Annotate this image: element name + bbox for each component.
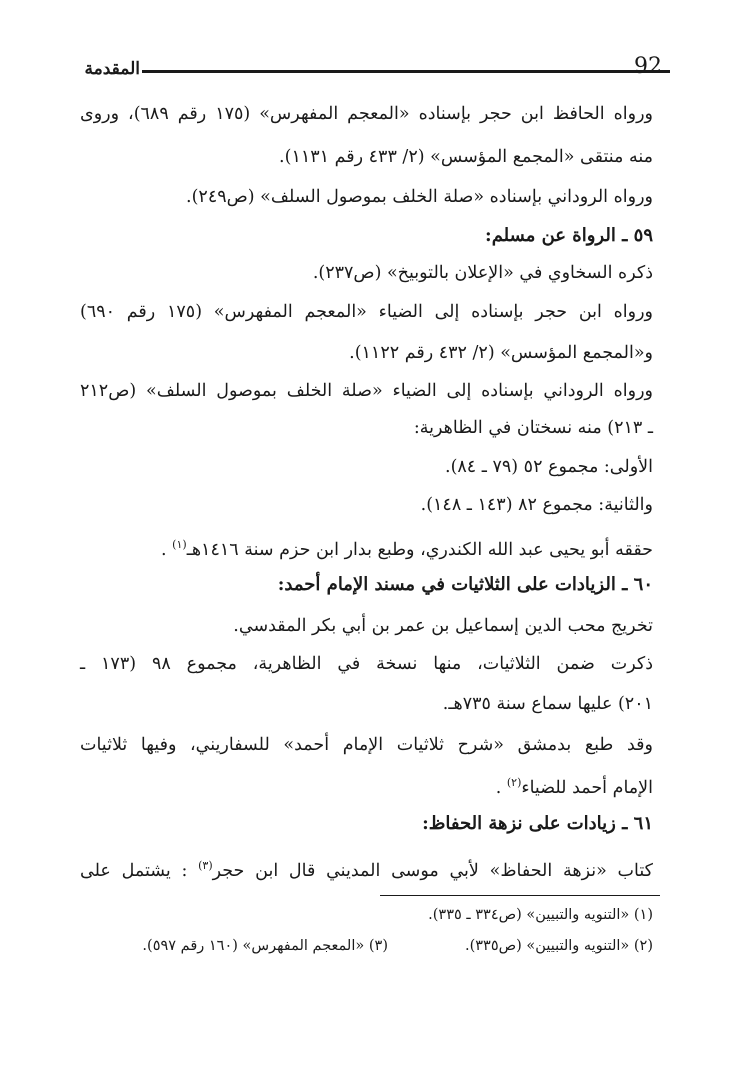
note-ref-3: (٣) <box>198 859 213 872</box>
text-line: ورواه الروداني بإسناده إلى الضياء «صلة الخلف بموصول السلف» (ص٢١٢ <box>80 381 653 401</box>
text-line: ورواه الروداني بإسناده «صلة الخلف بموصول السلف» (ص٢٤٩). <box>186 187 653 207</box>
text-line: الأولى: مجموع ٥٢ (٧٩ ـ ٨٤). <box>445 457 653 477</box>
line-text: الإمام أحمد للضياء <box>521 777 653 798</box>
text-line: وقد طبع بدمشق «شرح ثلاثيات الإمام أحمد» للسفاريني، وفيها ثلاثيات <box>80 735 653 755</box>
line-text: كتاب «نزهة الحفاظ» لأبي موسى المديني قال ابن حجر <box>212 860 653 881</box>
line-text: : يشتمل على <box>80 860 188 881</box>
text-line-with-note <box>80 851 653 886</box>
text-line: تخريج محب الدين إسماعيل بن عمر بن أبي بكر المقدسي. <box>233 616 653 636</box>
text-line: ذكره السخاوي في «الإعلان بالتوبيخ» (ص٢٣٧). <box>312 263 653 283</box>
text-line: ذكرت ضمن الثلاثيات، منها نسخة في الظاهرية، مجموع ٩٨ (١٧٣ ـ <box>80 654 653 674</box>
page-number: 92 <box>634 54 662 79</box>
text-line: ورواه ابن حجر بإسناده إلى الضياء «المعجم المفهرس» (١٧٥ رقم ٦٩٠) <box>80 302 654 322</box>
text-line-with-note <box>496 768 653 803</box>
line-tail: . <box>161 539 173 560</box>
note-ref-1: (١) <box>172 538 187 551</box>
page-header <box>60 52 670 92</box>
note-ref-2: (٢) <box>506 776 522 789</box>
header-rule <box>142 70 670 73</box>
text-line: ـ ٢١٣) منه نسختان في الظاهرية: <box>413 418 653 438</box>
text-line: ٢٠١) عليها سماع سنة ٧٣٥هـ. <box>442 694 653 714</box>
section-heading-61: ٦١ ـ زيادات على نزهة الحفاظ: <box>422 813 653 834</box>
footnote-rule <box>380 895 660 896</box>
text-line-with-note <box>161 530 653 565</box>
line-text: حققه أبو يحيى عبد الله الكندري، وطبع بدار ابن حزم سنة ١٤١٦هـ <box>186 539 653 560</box>
text-line: و«المجمع المؤسس» (٢/ ٤٣٢ رقم ١١٢٢). <box>349 343 653 363</box>
text-line: منه منتقى «المجمع المؤسس» (٢/ ٤٣٣ رقم ١١٣١). <box>279 147 653 167</box>
footnote-1: (١) «التنويه والتبيين» (ص٣٣٤ ـ ٣٣٥). <box>428 907 653 923</box>
chapter-title: المقدمة <box>84 59 140 79</box>
text-line: ورواه الحافظ ابن حجر بإسناده «المعجم المفهرس» (١٧٥ رقم ٦٨٩)، وروى <box>80 104 654 124</box>
footnote-3: (٣) «المعجم المفهرس» (١٦٠ رقم ٥٩٧). <box>142 938 388 954</box>
footnote-2: (٢) «التنويه والتبيين» (ص٣٣٥). <box>464 938 653 954</box>
section-heading-60: ٦٠ ـ الزيادات على الثلاثيات في مسند الإمام أحمد: <box>277 574 653 595</box>
line-tail: . <box>495 777 507 798</box>
text-line: والثانية: مجموع ٨٢ (١٤٣ ـ ١٤٨). <box>420 495 653 515</box>
section-heading-59: ٥٩ ـ الرواة عن مسلم: <box>485 225 653 246</box>
